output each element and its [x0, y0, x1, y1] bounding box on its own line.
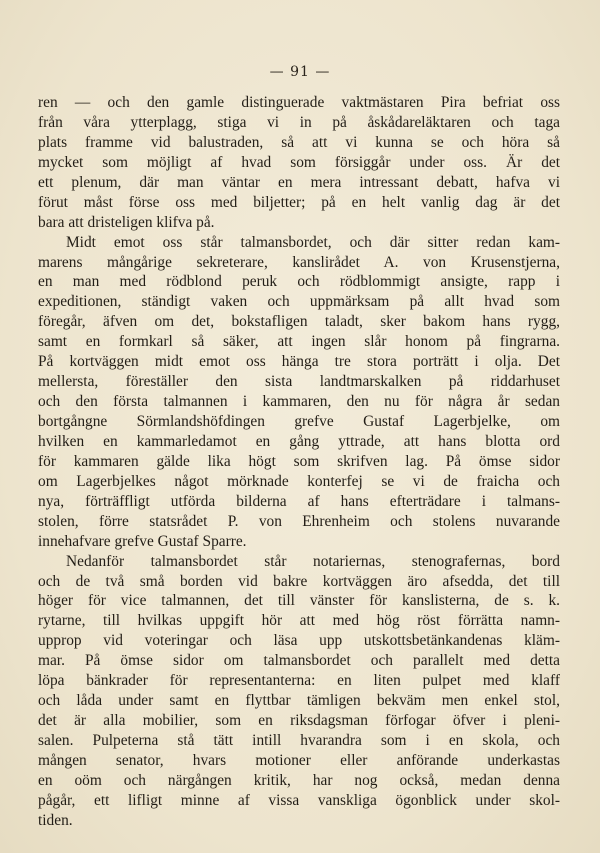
- text-line: nya, förträffligt utförda bilderna af hans efterträdare i talmans-: [38, 492, 560, 510]
- text-line: mycket som möjligt af hvad som försiggår under oss. Är det: [38, 153, 560, 171]
- text-line: På kortväggen midt emot oss hänga tre stora porträtt i olja. Det: [38, 353, 560, 371]
- text-line: höger för vice talmannen, det till vänster för kanslisterna, de s. k.: [38, 592, 560, 610]
- text-line: mången senator, hvars motioner eller anförande underkastas: [38, 751, 560, 769]
- text-line: marens mångårige sekreterare, kanslirådet A. von Krusenstjerna,: [38, 253, 560, 271]
- text-line: föregår, äfven om det, bokstafligen taladt, sker bakom hans rygg,: [38, 313, 560, 331]
- text-line: från våra ytterplagg, stiga vi in på åskådareläktaren och taga: [38, 113, 560, 131]
- text-line: bortgångne Sörmlandshöfdingen grefve Gustaf Lagerbjelke, om: [38, 413, 560, 430]
- text-line: Nedanför talmansbordet står notariernas, stenografernas, bord: [66, 552, 560, 570]
- text-line: en man med rödblond peruk och rödblommigt ansigte, rapp i: [38, 273, 560, 291]
- text-line: hvilken en kammarledamot en gång yttrade, att hans blotta ord: [38, 432, 560, 450]
- text-line: innehafvare grefve Gustaf Sparre.: [38, 532, 247, 550]
- text-line: Midt emot oss står talmansbordet, och där sitter redan kam-: [66, 233, 560, 251]
- text-line: bara att dristeligen klifva på.: [38, 213, 215, 231]
- text-line: pågår, ett lifligt minne af vissa vanskliga ögonblick under skol-: [38, 791, 560, 809]
- text-line: rytarne, till hvilkas uppgift hör att med hög röst förrätta namn-: [38, 612, 560, 630]
- text-line: det är alla mobilier, som en riksdagsman förfogar öfver i pleni-: [38, 712, 560, 730]
- text-line: mar. På ömse sidor om talmansbordet och parallelt med detta: [38, 652, 560, 670]
- text-line: expeditionen, ständigt vaken och uppmärksam på allt hvad som: [38, 293, 560, 311]
- text-line: förut måst förse oss med biljetter; på en helt vanlig dag är det: [38, 193, 560, 211]
- text-line: mellersta, föreställer den sista landtmarskalken på riddarhuset: [38, 373, 560, 391]
- text-line: salen. Pulpeterna stå tätt intill hvarandra som i en skola, och: [38, 732, 560, 749]
- text-line: upprop vid voteringar och läsa upp utskottsbetänkandenas kläm-: [38, 632, 560, 650]
- text-line: och de två små borden vid bakre kortväggen äro afsedda, det till: [38, 572, 560, 590]
- text-line: ren — och den gamle distinguerade vaktmästaren Pira befriat oss: [38, 94, 560, 111]
- text-line: löpa bänkrader för representanterna: en liten pulpet med klaff: [38, 672, 560, 690]
- page-number: — 91 —: [269, 64, 331, 80]
- text-line: en oöm och närgången kritik, har nog också, medan denna: [38, 771, 560, 789]
- text-line: ett plenum, där man väntar en mera intressant debatt, hafva vi: [38, 173, 560, 191]
- text-line: tiden.: [38, 811, 73, 829]
- text-line: och den första talmannen i kammaren, den nu för några år sedan: [38, 393, 560, 411]
- text-line: om Lagerbjelkes något mörknade konterfej se vi de fraicha och: [38, 472, 560, 490]
- text-line: stolen, förre statsrådet P. von Ehrenheim och stolens nuvarande: [38, 512, 560, 530]
- text-line: för kammaren gälde lika högt som skrifven lag. På ömse sidor: [38, 452, 560, 470]
- text-line: plats framme vid balustraden, så att vi kunna se och höra så: [38, 133, 560, 151]
- body-text: [38, 93, 560, 831]
- text-line: och låda under samt en flyttbar tämligen bekväm men enkel stol,: [38, 692, 560, 710]
- text-line: samt en formkarl så säker, att ingen slår honom på fingrarna.: [38, 333, 560, 351]
